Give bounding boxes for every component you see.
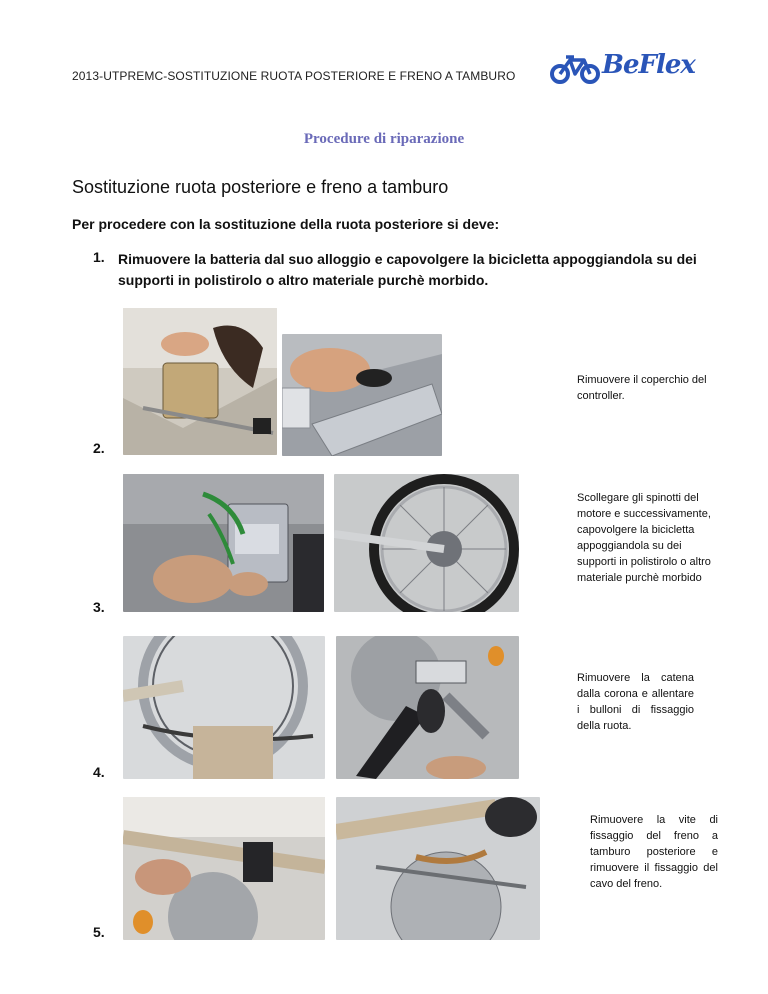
step-5-number: 5. — [93, 924, 105, 940]
photo-battery-removal — [123, 308, 277, 455]
photo-wheel-bolts — [336, 636, 519, 779]
photo-controller-cover — [282, 334, 442, 456]
photo-rear-wheel — [334, 474, 519, 612]
photo-brake-cable — [336, 797, 540, 940]
intro-text: Per procedere con la sostituzione della ruota posteriore si deve: — [72, 216, 500, 232]
step-2-caption: Rimuovere il coperchio del controller. — [577, 374, 707, 402]
photo-chain-removal — [123, 636, 325, 779]
step-5-caption: Rimuovere la vite di fissaggio del freno a tamburo posteriore e rimuovere il fissaggio del cavo del freno. — [590, 814, 718, 890]
bicycle-logo-icon — [550, 50, 602, 86]
step-3-caption: Scollegare gli spinotti del motore e successivamente, capovolgere la bicicletta appoggiandola su dei supporti in polistirolo o altro materiale purchè morbido — [577, 492, 711, 584]
step-4-caption: Rimuovere la catena dalla corona e allentare i bulloni di fissaggio della ruota. — [577, 672, 694, 732]
step-1-number: 1. — [93, 249, 105, 265]
step-3-number: 3. — [93, 599, 105, 615]
logo-text: BeFlex — [602, 50, 695, 80]
procedure-title: Procedure di riparazione — [303, 131, 465, 147]
document-header-code: 2013-UTPREMC-SOSTITUZIONE RUOTA POSTERIORE E FRENO A TAMBURO — [72, 69, 516, 83]
section-title: Sostituzione ruota posteriore e freno a tamburo — [72, 177, 449, 197]
photo-motor-connectors — [123, 474, 324, 612]
step-4-number: 4. — [93, 764, 105, 780]
step-2-number: 2. — [93, 440, 105, 456]
step-1-text: Rimuovere la batteria dal suo alloggio e capovolgere la bicicletta appoggiandola su dei supporti in polistirolo o altro materiale purchè morbido. — [118, 251, 697, 288]
beflex-logo — [550, 50, 695, 86]
photo-brake-screw — [123, 797, 325, 940]
